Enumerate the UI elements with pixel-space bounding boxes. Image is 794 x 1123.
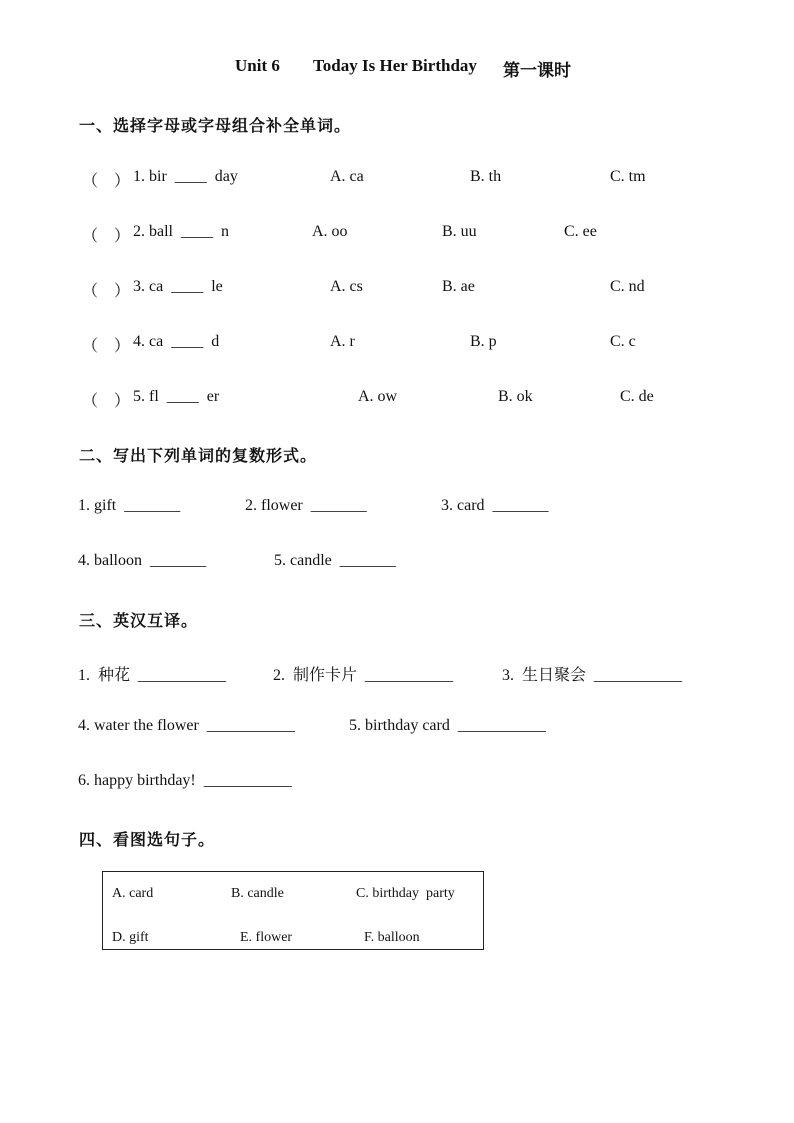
option-c: C. tm [610, 168, 646, 185]
answer-paren: （ ） [82, 393, 131, 410]
answer-paren: （ ） [82, 283, 131, 300]
section2-heading: 二、写出下列单词的复数形式。 [79, 448, 318, 465]
question-stem: 2. ball ____ n [133, 223, 229, 240]
plural-item: 4. balloon _______ [78, 552, 206, 569]
option-a: A. cs [330, 278, 363, 295]
option-c: C. de [620, 388, 654, 405]
question-stem: 5. fl ____ er [133, 388, 220, 405]
option-b: B. ok [498, 388, 533, 405]
unit-label: Unit 6 [235, 56, 280, 75]
section1-heading: 一、选择字母或字母组合补全单词。 [79, 118, 352, 135]
option-b: B. p [470, 333, 497, 350]
option-c: C. ee [564, 223, 597, 240]
translate-item: 6. happy birthday! ___________ [78, 772, 292, 789]
option-b: B. uu [442, 223, 477, 240]
plural-item: 1. gift _______ [78, 497, 181, 514]
option-birthday-party: C. birthday party [356, 886, 455, 901]
option-flower: E. flower [240, 930, 293, 945]
answer-paren: （ ） [82, 173, 131, 190]
translate-item: 1. 种花 ___________ [78, 667, 227, 684]
answer-paren: （ ） [82, 338, 131, 355]
answer-paren: （ ） [82, 228, 131, 245]
section3-heading: 三、英汉互译。 [79, 613, 199, 630]
page-title: Today Is Her Birthday [313, 56, 477, 75]
option-balloon: F. balloon [364, 930, 420, 945]
option-b: B. th [470, 168, 502, 185]
option-a: A. r [330, 333, 355, 350]
translate-item: 5. birthday card ___________ [349, 717, 546, 734]
option-a: A. ca [330, 168, 364, 185]
plural-item: 2. flower _______ [245, 497, 367, 514]
question-stem: 3. ca ____ le [133, 278, 223, 295]
option-gift: D. gift [112, 930, 149, 945]
plural-item: 3. card _______ [441, 497, 549, 514]
plural-item: 5. candle _______ [274, 552, 396, 569]
translate-item: 3. 生日聚会 ___________ [502, 667, 683, 684]
translate-item: 2. 制作卡片 ___________ [273, 667, 454, 684]
options-box [102, 871, 484, 950]
option-c: C. c [610, 333, 636, 350]
option-card: A. card [112, 886, 154, 901]
question-stem: 4. ca ____ d [133, 333, 220, 350]
lesson-label: 第一课时 [503, 61, 571, 80]
option-candle: B. candle [231, 886, 284, 901]
question-stem: 1. bir ____ day [133, 168, 238, 185]
translate-item: 4. water the flower ___________ [78, 717, 295, 734]
option-c: C. nd [610, 278, 645, 295]
option-a: A. ow [358, 388, 398, 405]
option-a: A. oo [312, 223, 348, 240]
option-b: B. ae [442, 278, 475, 295]
section4-heading: 四、看图选句子。 [79, 832, 216, 849]
